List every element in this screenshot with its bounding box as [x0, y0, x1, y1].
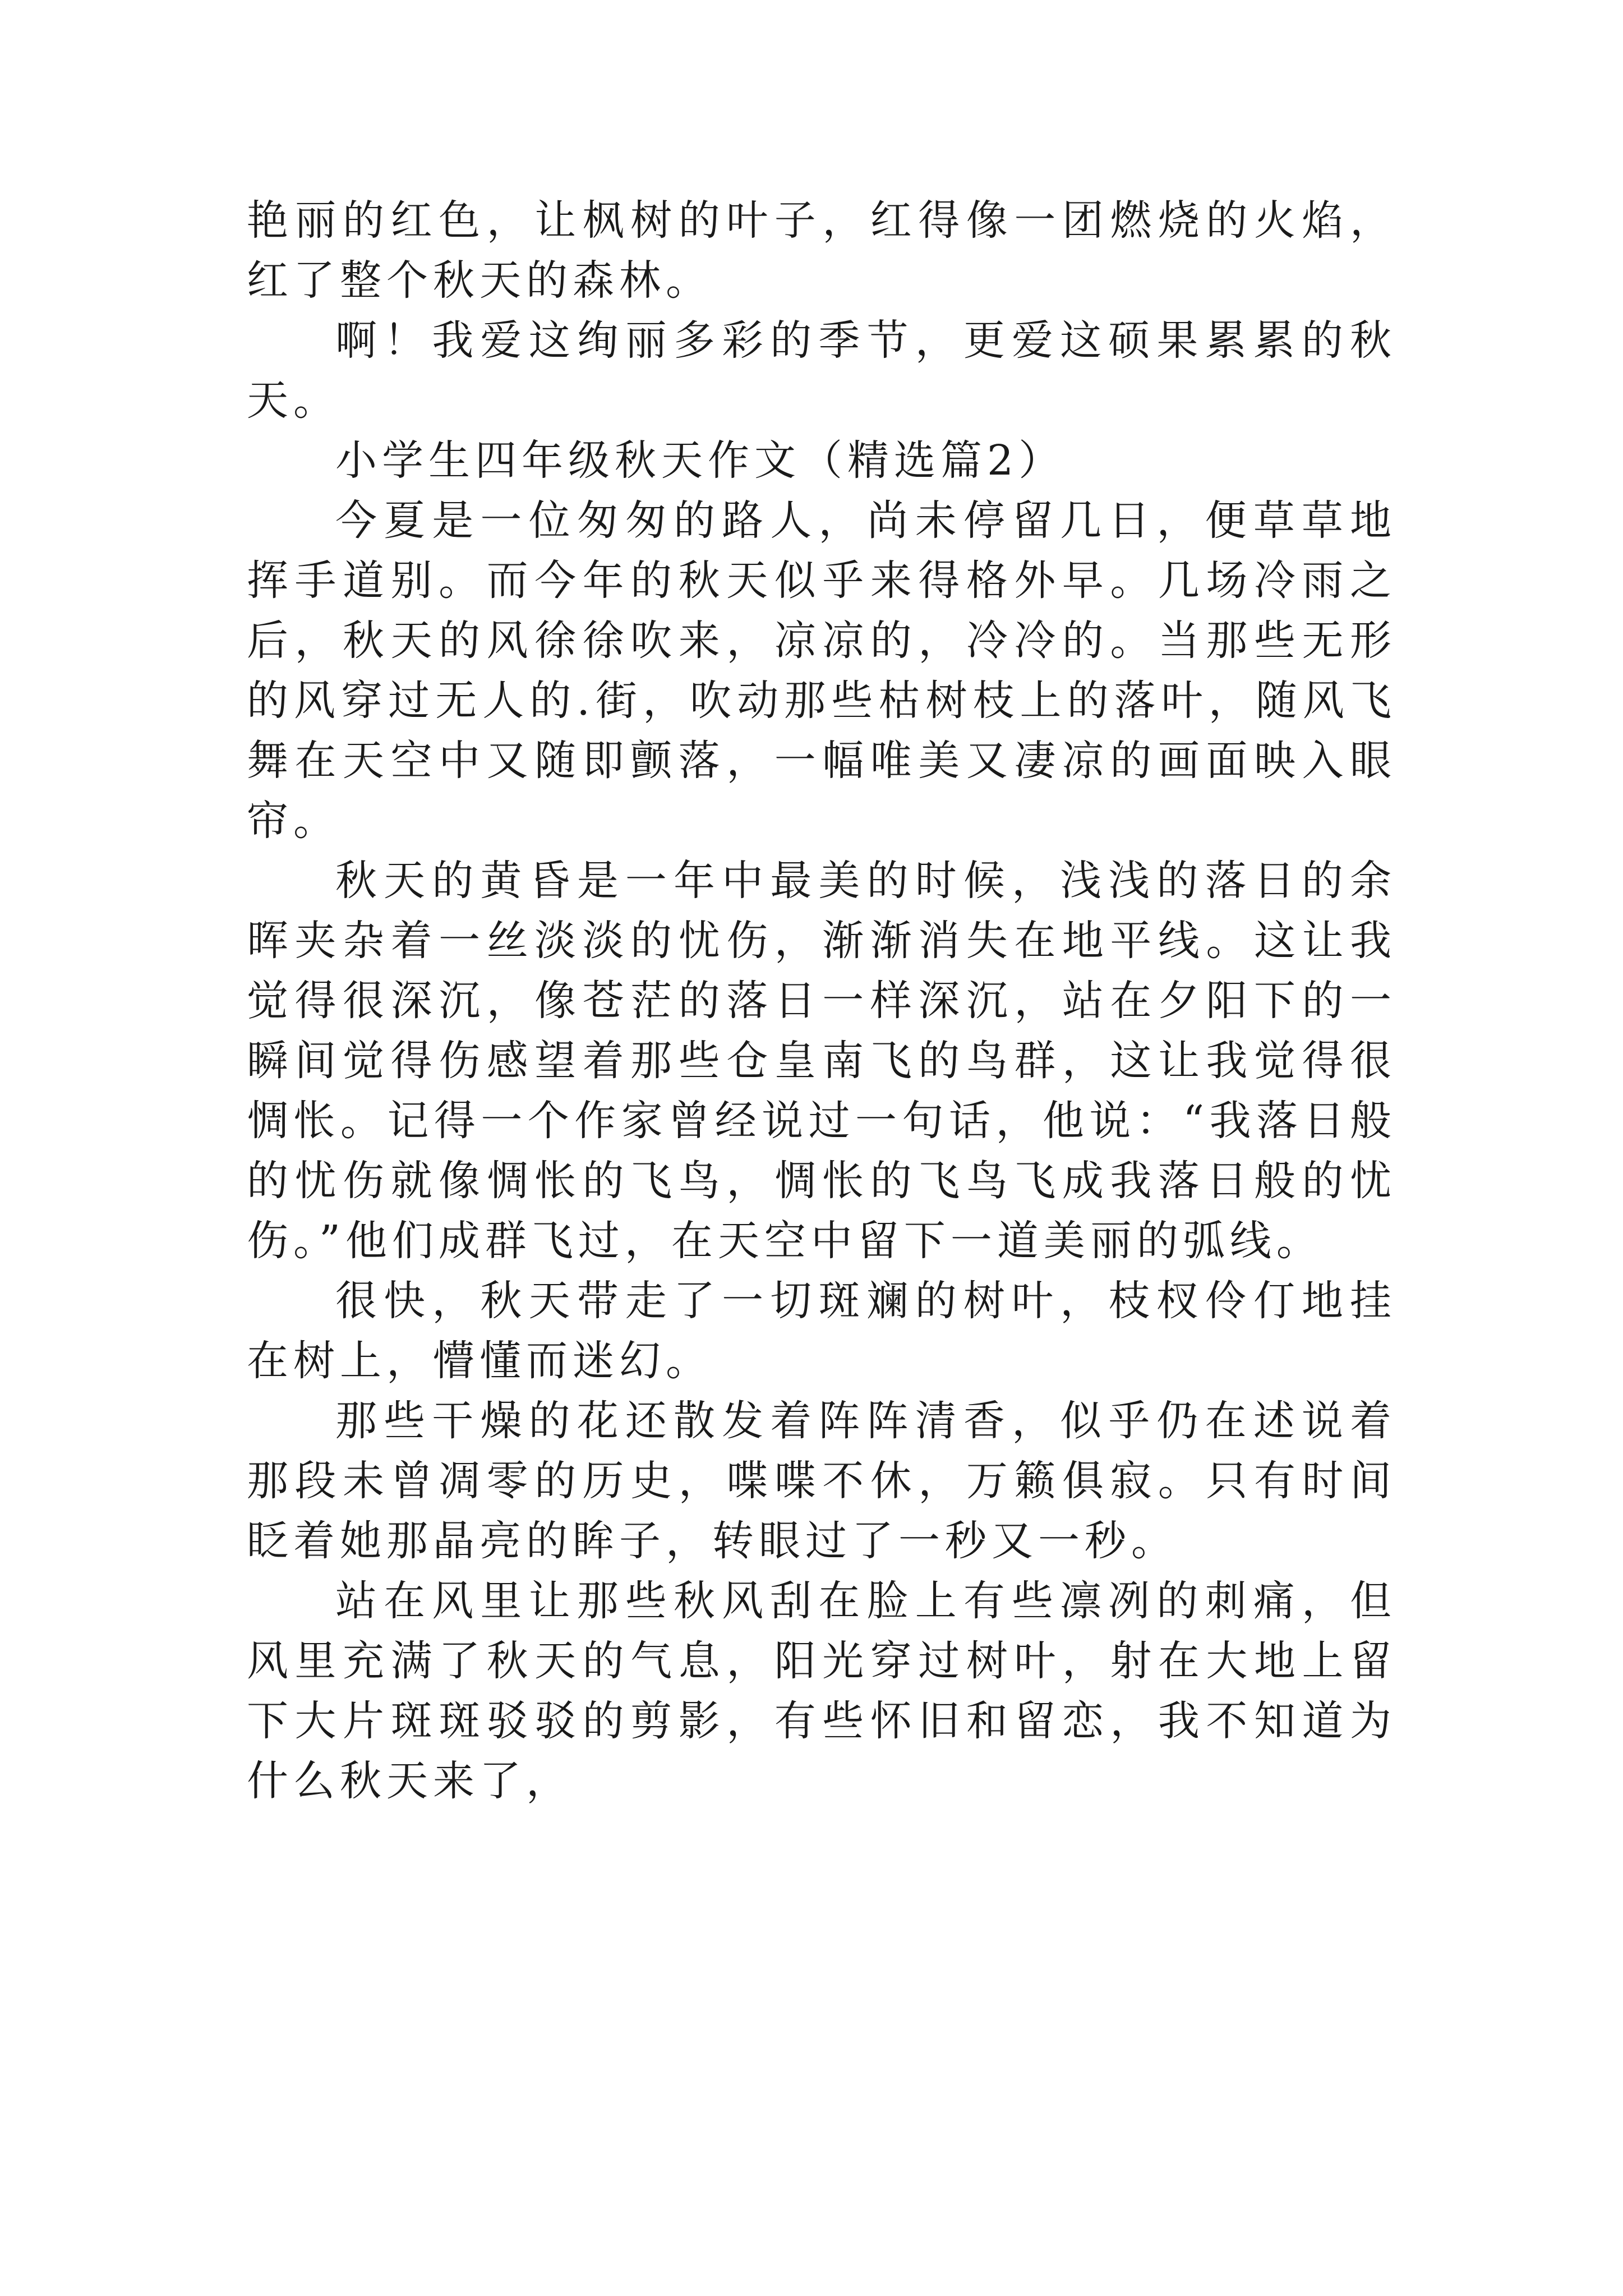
section-heading: 小学生四年级秋天作文（精选篇2）	[335, 436, 1066, 485]
paragraph: 秋天的黄昏是一年中最美的时候，浅浅的落日的余晖夹杂着一丝淡淡的忧伤，渐渐消失在地平线。这让我觉得很深沉，像苍茫的落日一样深沉，站在夕阳下的一瞬间觉得伤感望着那些仓皇南飞的鸟群，这让我觉得很惆怅。记得一个作家曾经说过一句话，他说：“我落日般的忧伤就像惆怅的飞鸟，惆怅的飞鸟飞成我落日般的忧伤。”他们成群飞过，在天空中留下一道美丽的弧线。	[247, 857, 1396, 1265]
paragraph: 很快，秋天带走了一切斑斓的树叶，枝杈伶仃地挂在树上，懵懂而迷幻。	[247, 1277, 1396, 1385]
paragraph: 啊！我爱这绚丽多彩的季节，更爱这硕果累累的秋天。	[247, 316, 1396, 425]
paragraph: 艳丽的红色，让枫树的叶子，红得像一团燃烧的火焰，红了整个秋天的森林。	[247, 196, 1396, 305]
paragraph: 那些干燥的花还散发着阵阵清香，似乎仍在述说着那段未曾凋零的历史，喋喋不休，万籁俱寂。只有时间眨着她那晶亮的眸子，转眼过了一秒又一秒。	[247, 1397, 1396, 1565]
document-body	[247, 191, 1396, 1811]
paragraph: 站在风里让那些秋风刮在脸上有些凛冽的刺痛，但风里充满了秋天的气息，阳光穿过树叶，射在大地上留下大片斑斑驳驳的剪影，有些怀旧和留恋，我不知道为什么秋天来了，	[247, 1577, 1396, 1805]
paragraph: 今夏是一位匆匆的路人，尚未停留几日，便草草地挥手道别。而今年的秋天似乎来得格外早。几场冷雨之后，秋天的风徐徐吹来，凉凉的，冷冷的。当那些无形的风穿过无人的.街，吹动那些枯树枝上的落叶，随风飞舞在天空中又随即颤落，一幅唯美又凄凉的画面映入眼帘。	[247, 496, 1396, 845]
